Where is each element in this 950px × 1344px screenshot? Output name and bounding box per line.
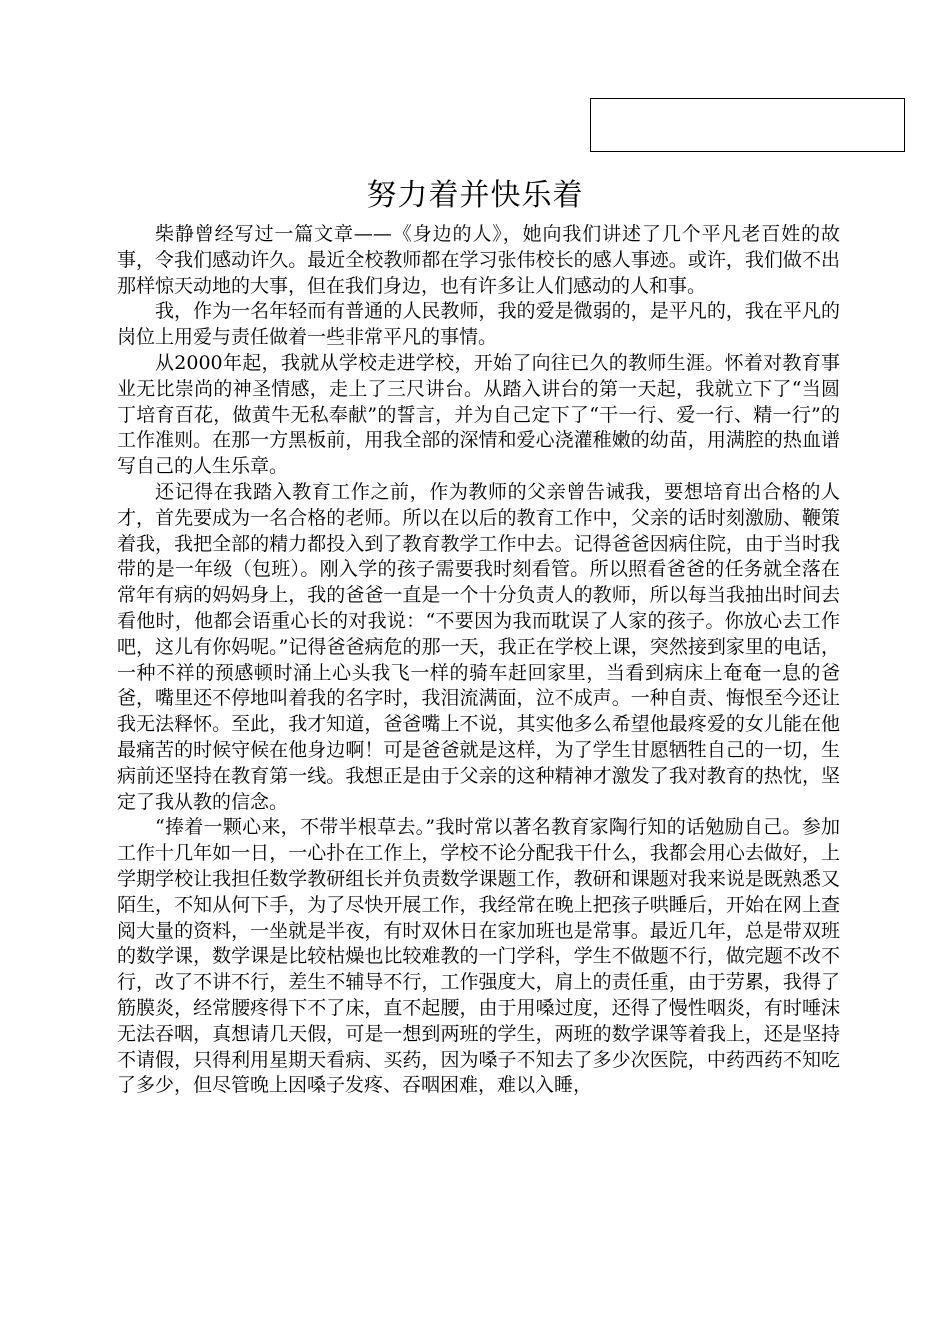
document-body bbox=[117, 222, 840, 1099]
paragraph: 我，作为一名年轻而有普通的人民教师，我的爱是微弱的，是平凡的，我在平凡的岗位上用爱与责任做着一些非常平凡的事情。 bbox=[117, 300, 840, 349]
paragraph: 还记得在我踏入教育工作之前，作为教师的父亲曾告诫我，要想培育出合格的人才，首先要成为一名合格的老师。所以在以后的教育工作中，父亲的话时刻激励、鞭策着我，我把全部的精力都投入到了教育教学工作中去。记得爸爸因病住院，由于当时我带的是一年级（包班）。刚入学的孩子需要我时刻看管。所以照看爸爸的任务就全落在常年有病的妈妈身上，我的爸爸一直是一个十分负责人的教师，所以每当我抽出时间去看他时，他都会语重心长的对我说：“不要因为我而耽误了人家的孩子。你放心去工作吧，这儿有你妈呢。”记得爸爸病危的那一天，我正在学校上课，突然接到家里的电话，一种不祥的预感顿时涌上心头我飞一样的骑车赶回家里，当看到病床上奄奄一息的爸爸，嘴里还不停地叫着我的名字时，我泪流满面，泣不成声。一种自责、悔恨至今还让我无法释怀。至此，我才知道，爸爸嘴上不说，其实他多么希望他最疼爱的女儿能在他最痛苦的时候守候在他身边啊！可是爸爸就是这样，为了学生甘愿牺牲自己的一切，生病前还坚持在教育第一线。我想正是由于父亲的这种精神才激发了我对教育的热忱，坚定了我从教的信念。 bbox=[117, 480, 840, 813]
paragraph: 柴静曾经写过一篇文章——《身边的人》，她向我们讲述了几个平凡老百姓的故事，令我们感动许久。最近全校教师都在学习张伟校长的感人事迹。或许，我们做不出那样惊天动地的大事，但在我们身边，也有许多让人们感动的人和事。 bbox=[117, 223, 840, 297]
paragraph: 从2000年起，我就从学校走进学校，开始了向往已久的教师生涯。怀着对教育事业无比崇尚的神圣情感，走上了三尺讲台。从踏入讲台的第一天起，我就立下了“当圆丁培育百花，做黄牛无私奉献”的誓言，并为自己定下了“干一行、爱一行、精一行”的工作准则。在那一方黑板前，用我全部的深情和爱心浇灌稚嫩的幼苗，用满腔的热血谱写自己的人生乐章。 bbox=[117, 351, 840, 478]
blank-header-box bbox=[590, 98, 905, 152]
paragraph: “捧着一颗心来，不带半根草去。”我时常以著名教育家陶行知的话勉励自己。参加工作十几年如一日，一心扑在工作上，学校不论分配我干什么，我都会用心去做好，上学期学校让我担任数学教研组长并负责数学课题工作，教研和课题对我来说是既熟悉又陌生，不知从何下手，为了尽快开展工作，我经常在晚上把孩子哄睡后，开始在网上查阅大量的资料，一坐就是半夜，有时双休日在家加班也是常事。最近几年，总是带双班的数学课，数学课是比较枯燥也比较难教的一门学科，学生不做题不行，做完题不改不行，改了不讲不行，差生不辅导不行，工作强度大，肩上的责任重，由于劳累，我得了筋膜炎，经常腰疼得下不了床，直不起腰，由于用嗓过度，还得了慢性咽炎，有时唾沫无法吞咽，真想请几天假，可是一想到两班的学生，两班的数学课等着我上，还是坚持不请假，只得利用星期天看病、买药，因为嗓子不知去了多少次医院，中药西药不知吃了多少，但尽管晚上因嗓子发疼、吞咽困难，难以入睡， bbox=[117, 816, 840, 1097]
document-title: 努力着并快乐着 bbox=[366, 178, 584, 213]
